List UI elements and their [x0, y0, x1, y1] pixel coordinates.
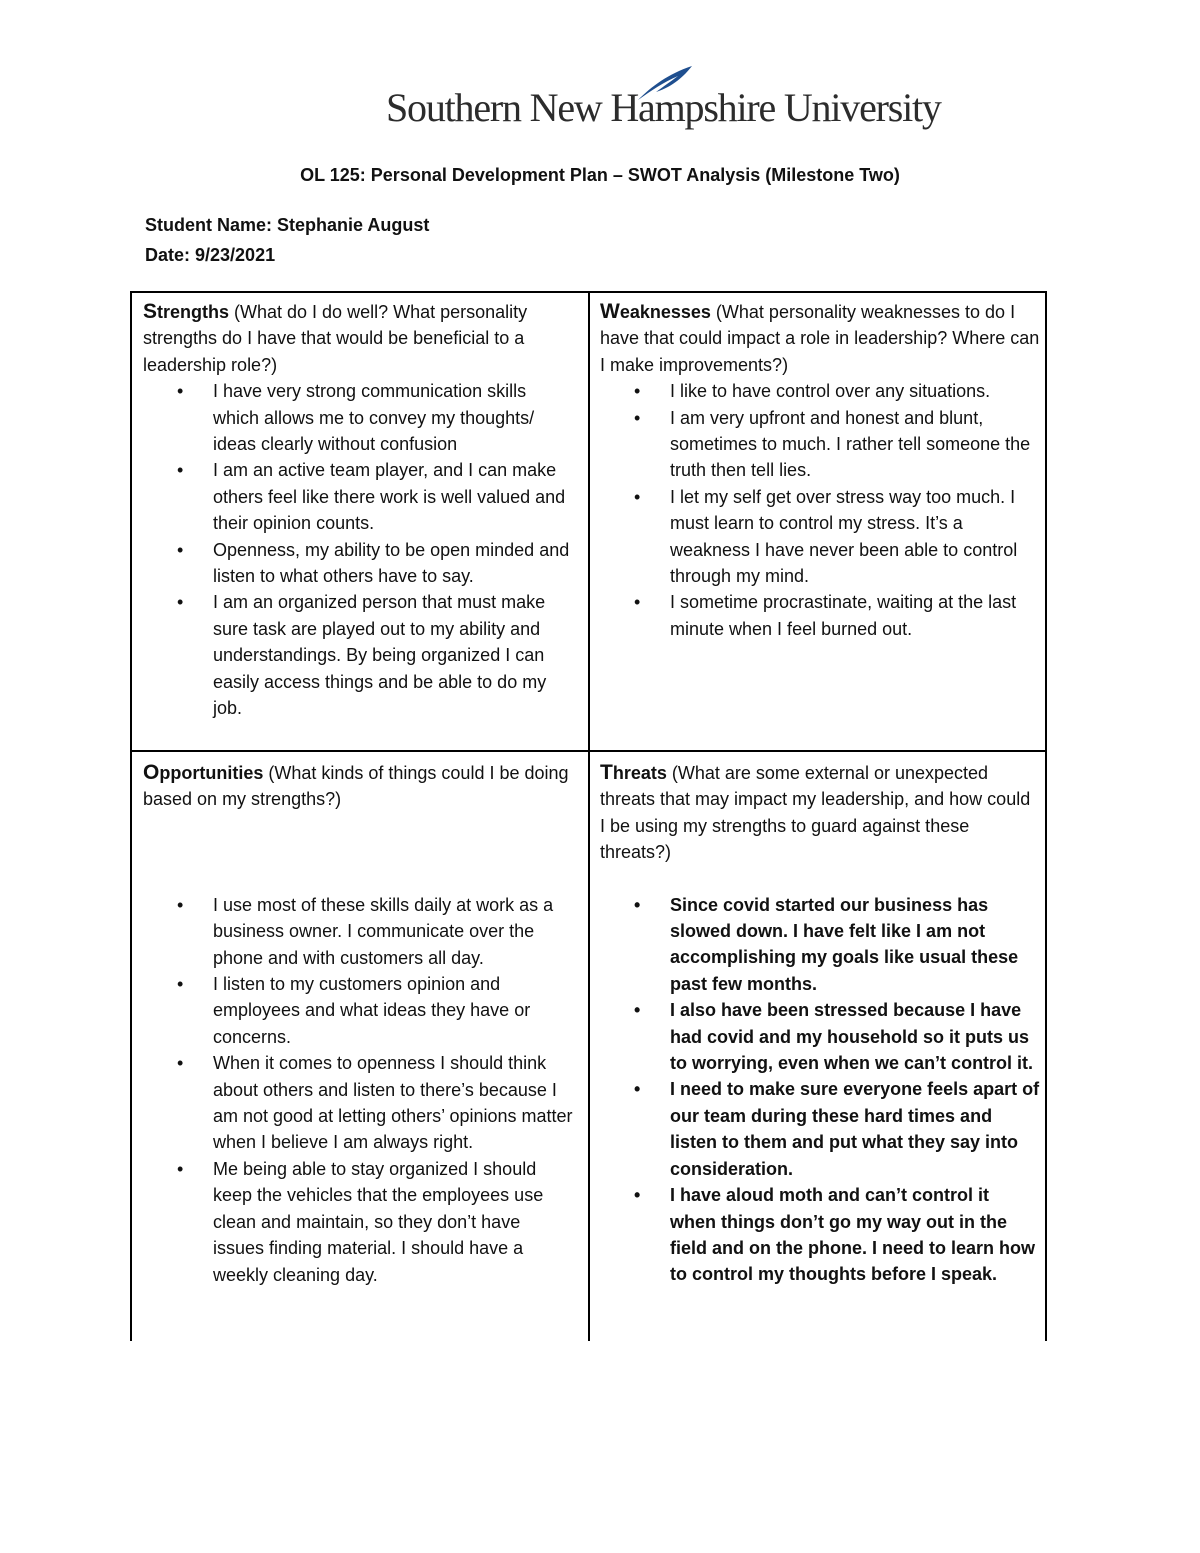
- strengths-heading: [143, 299, 573, 378]
- opportunities-heading: [143, 760, 573, 813]
- weaknesses-question: (What personality weaknesses to do I have that could impact a role in leadership? Where can I make improvements?): [600, 302, 1040, 375]
- university-logo: [386, 64, 941, 138]
- list-item: • When it comes to openness I should think about others and listen to there’s because I am not good at letting others’ opinions matter when I believe I am always right.: [213, 1050, 573, 1156]
- student-name: Student Name: Stephanie August: [145, 215, 430, 235]
- list-item: • I am an active team player, and I can make others feel like there work is well valued and their opinion counts.: [213, 457, 573, 536]
- threats-list: [600, 892, 1040, 1288]
- opportunities-question: (What kinds of things could I be doing based on my strengths?): [143, 763, 569, 810]
- threats-question: (What are some external or unexpected threats that may impact my leadership, and how could I be using my strengths to guard against these threats?): [600, 763, 1031, 863]
- strengths-label: Strengths: [143, 300, 230, 323]
- list-item: • I have very strong communication skills which allows me to convey my thoughts/ ideas clearly without confusion: [213, 378, 573, 457]
- table-border-left: [130, 291, 132, 1341]
- table-divider-center: [588, 291, 590, 1341]
- threats-cell: [600, 760, 1040, 1288]
- list-item: • I listen to my customers opinion and employees and what ideas they have or concerns.: [213, 971, 573, 1050]
- list-item: • I need to make sure everyone feels apart of our team during these hard times and listen to them and put what they say into consideration.: [670, 1076, 1040, 1182]
- list-item: • I use most of these skills daily at work as a business owner. I communicate over the phone and with customers all day.: [213, 892, 573, 971]
- weaknesses-list: [600, 378, 1040, 642]
- list-item: • Openness, my ability to be open minded and listen to what others have to say.: [213, 537, 573, 590]
- logo-text: Southern New Hampshire University: [386, 85, 941, 130]
- list-item: • I also have been stressed because I have had covid and my household so it puts us to worrying, even when we can’t control it.: [670, 997, 1040, 1076]
- list-item: • I have aloud moth and can’t control it when things don’t go my way out in the field and on the phone. I need to learn how to control my thoughts before I speak.: [670, 1182, 1040, 1288]
- strengths-list: [143, 378, 573, 721]
- weaknesses-heading: [600, 299, 1040, 378]
- list-item: • I am an organized person that must make sure task are played out to my ability and understandings. By being organized I can easily access things and be able to do my job.: [213, 589, 573, 721]
- list-item: • Me being able to stay organized I should keep the vehicles that the employees use clean and maintain, so they don’t have issues finding material. I should have a weekly cleaning day.: [213, 1156, 573, 1288]
- list-item: • I am very upfront and honest and blunt, sometimes to much. I rather tell someone the truth then tell lies.: [670, 405, 1040, 484]
- list-item: • Since covid started our business has slowed down. I have felt like I am not accomplishing my goals like usual these past few months.: [670, 892, 1040, 998]
- weaknesses-label: Weaknesses: [600, 300, 711, 323]
- weaknesses-cell: [600, 299, 1040, 642]
- threats-label: Threats: [600, 761, 667, 784]
- threats-heading: [600, 760, 1040, 866]
- table-border-right: [1045, 291, 1047, 1341]
- opportunities-list: [143, 892, 573, 1288]
- page-title: OL 125: Personal Development Plan – SWOT Analysis (Milestone Two): [300, 165, 900, 185]
- strengths-cell: [143, 299, 573, 722]
- strengths-question: (What do I do well? What personality strengths do I have that would be beneficial to a leadership role?): [143, 302, 528, 375]
- list-item: • I like to have control over any situations.: [670, 378, 1040, 404]
- date: Date: 9/23/2021: [145, 245, 276, 265]
- list-item: • I let my self get over stress way too much. I must learn to control my stress. It’s a weakness I have never been able to control through my mind.: [670, 484, 1040, 590]
- opportunities-cell: [143, 760, 573, 1288]
- list-item: • I sometime procrastinate, waiting at the last minute when I feel burned out.: [670, 589, 1040, 642]
- opportunities-label: Opportunities: [143, 761, 264, 784]
